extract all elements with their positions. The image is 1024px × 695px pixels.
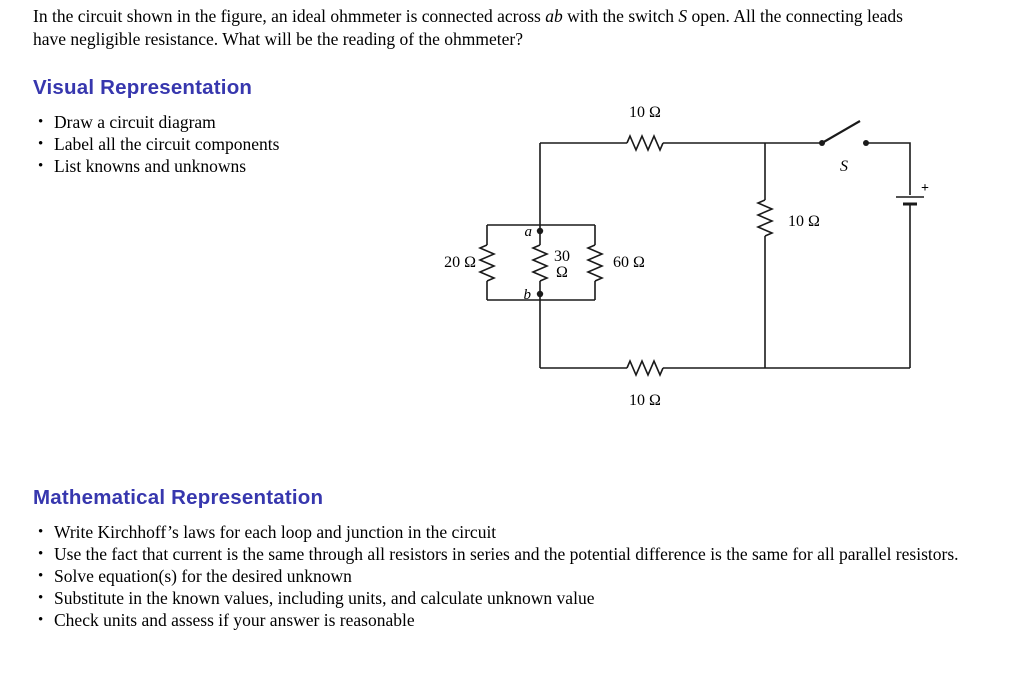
list-item: • Check units and assess if your answer is reasonable xyxy=(35,609,970,631)
problem-statement xyxy=(33,5,905,51)
resistor-30-value-label: 30 xyxy=(554,248,570,265)
resistor-60-label: 60 Ω xyxy=(613,254,645,271)
node-a-label: a xyxy=(524,224,532,240)
list-item: • Substitute in the known values, including units, and calculate unknown value xyxy=(35,587,970,609)
switch-label: S xyxy=(840,158,848,175)
problem-text-3: open. All the connecting leads have negligible resistance. What will be the reading of the ohmmeter? xyxy=(33,6,903,49)
node-b-label: b xyxy=(523,287,531,303)
list-item: • Write Kirchhoff’s laws for each loop and junction in the circuit xyxy=(35,521,970,543)
resistor-top xyxy=(627,136,663,150)
battery-plus-label: + xyxy=(921,181,929,196)
visual-representation-list xyxy=(35,111,415,177)
node-b-dot xyxy=(537,291,543,297)
resistor-top-label: 10 Ω xyxy=(629,104,661,121)
node-a-dot xyxy=(537,228,543,234)
circuit-diagram xyxy=(420,95,950,425)
list-item: • List knowns and unknowns xyxy=(35,155,415,177)
problem-term-ab: ab xyxy=(545,6,563,26)
circuit-figure xyxy=(420,95,950,425)
resistor-right-vertical xyxy=(758,200,772,236)
resistor-20-label: 20 Ω xyxy=(444,254,476,271)
mathematical-representation-list xyxy=(35,521,970,631)
resistor-30 xyxy=(533,245,547,281)
mathematical-representation-heading: Mathematical Representation xyxy=(33,486,324,509)
list-item: • Label all the circuit components xyxy=(35,133,415,155)
list-item: • Draw a circuit diagram xyxy=(35,111,415,133)
problem-text-2: with the switch xyxy=(562,6,679,26)
problem-text-1: In the circuit shown in the figure, an ideal ohmmeter is connected across xyxy=(33,6,546,26)
resistor-bottom xyxy=(627,361,663,375)
problem-term-s: S xyxy=(678,6,688,26)
visual-representation-heading: Visual Representation xyxy=(33,76,253,99)
resistor-20 xyxy=(480,245,494,281)
resistor-bottom-label: 10 Ω xyxy=(629,392,661,409)
list-item: • Use the fact that current is the same through all resistors in series and the potential difference is the same for all parallel resistors. xyxy=(35,543,970,565)
list-item: • Solve equation(s) for the desired unknown xyxy=(35,565,970,587)
resistor-60 xyxy=(588,245,602,281)
resistor-right-label: 10 Ω xyxy=(788,213,820,230)
wire-switch-to-corner xyxy=(866,143,910,195)
switch-blade xyxy=(822,121,860,143)
resistor-30-unit-label: Ω xyxy=(556,264,568,281)
